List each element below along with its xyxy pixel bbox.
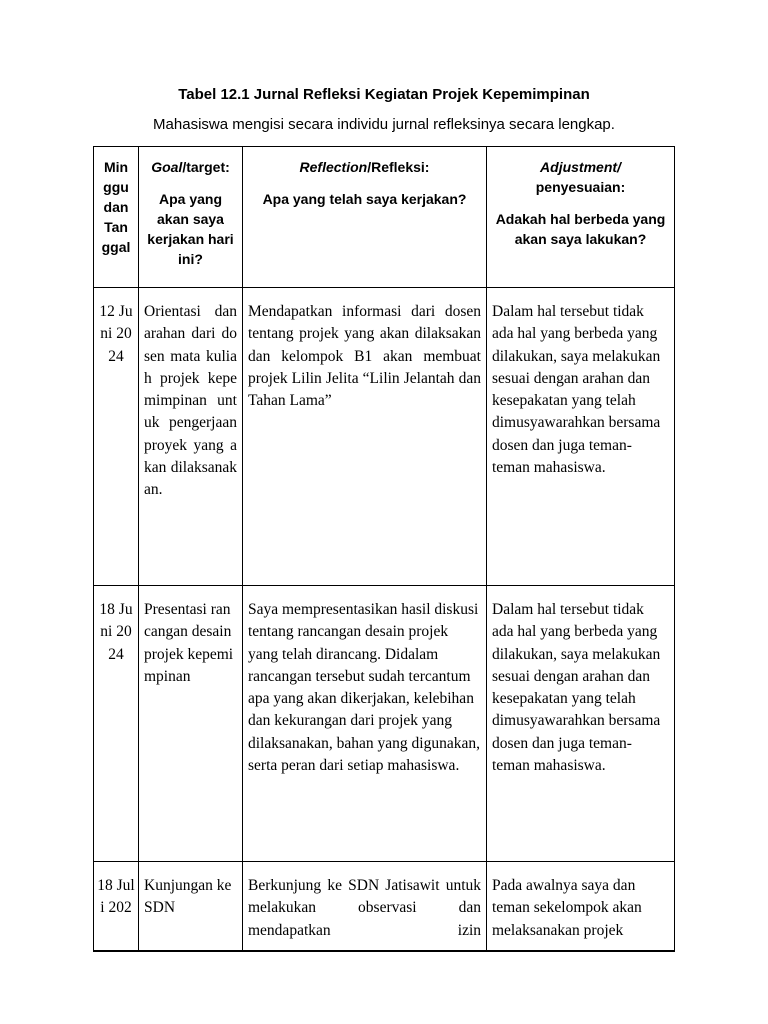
row-reflection (243, 862, 487, 951)
table-row (94, 586, 675, 862)
row-date-text: 18 Juni 2024 (99, 601, 133, 663)
row-reflection-text: Saya mempresentasikan hasil diskusi tentang rancangan desain projek yang telah dirancang. Didalam rancangan tersebut sudah tercantum apa yang akan dikerjakan, kelebihan dan kekurangan dari projek yang dilaksanakan, bahan yang digunakan, serta peran dari setiap mahasiswa. (248, 601, 480, 775)
row-goal (139, 586, 243, 862)
header-week-date-label: Min ggu dan Tan ggal (101, 159, 131, 255)
row-adjustment-text: Dalam hal tersebut tidak ada hal yang berbeda yang dilakukan, saya melakukan sesuai dengan arahan dan kesepakatan yang telah dimusyawarahkan bersama dosen dan juga teman-teman mahasiswa. (492, 303, 661, 477)
header-reflection-rest: /Refleksi: (367, 159, 430, 175)
row-goal-text: Presentasi rancangan desain projek kepemimpinan (144, 601, 234, 685)
row-reflection-text: Mendapatkan informasi dari dosen tentang projek yang akan dilaksakan dan kelompok B1 akan membuat projek Lilin Jelita “Lilin Jelantah dan Tahan Lama” (248, 303, 481, 410)
row-date-text: 18 Juli 202 (97, 877, 135, 917)
header-goal-em: Goal (151, 159, 183, 175)
header-adjustment (487, 147, 675, 288)
row-date (94, 586, 139, 862)
table-title: Tabel 12.1 Jurnal Refleksi Kegiatan Projek Kepemimpinan (178, 86, 590, 103)
row-adjustment (487, 862, 675, 951)
row-goal-text: Orientasi dan arahan dari dosen mata kuliah projek kepemimpinan untuk pengerjaan proyek yang akan dilaksanakan. (144, 303, 237, 499)
reflection-journal-table (93, 146, 675, 952)
table-subtitle: Mahasiswa mengisi secara individu jurnal refleksinya secara lengkap. (153, 116, 615, 133)
row-goal-text: Kunjungan ke SDN (144, 877, 232, 917)
row-date (94, 288, 139, 586)
header-goal-question: Apa yang akan saya kerjakan hari ini? (147, 191, 234, 267)
row-adjustment (487, 288, 675, 586)
header-adjustment-rest: penyesuaian: (535, 179, 626, 195)
row-reflection (243, 288, 487, 586)
row-adjustment (487, 586, 675, 862)
header-reflection-question: Apa yang telah saya kerjakan? (262, 191, 467, 207)
table-header-row (94, 147, 675, 288)
row-goal (139, 862, 243, 951)
header-goal (139, 147, 243, 288)
row-reflection-text: Berkunjung ke SDN Jatisawit untuk melakukan observasi dan mendapatkan izin (248, 877, 481, 939)
row-date (94, 862, 139, 951)
table-row (94, 862, 675, 951)
header-goal-rest: /target: (182, 159, 230, 175)
header-adjustment-em: Adjustment/ (540, 159, 621, 175)
header-reflection-em: Reflection (299, 159, 368, 175)
header-adjustment-question: Adakah hal berbeda yang akan saya lakukan? (495, 211, 666, 247)
row-adjustment-text: Dalam hal tersebut tidak ada hal yang berbeda yang dilakukan, saya melakukan sesuai dengan arahan dan kesepakatan yang telah dimusyawarahkan bersama dosen dan juga teman-teman mahasiswa. (492, 601, 661, 775)
row-adjustment-text: Pada awalnya saya dan teman sekelompok akan melaksanakan projek (492, 877, 642, 939)
table-row (94, 288, 675, 586)
row-reflection (243, 586, 487, 862)
header-week-date (94, 147, 139, 288)
header-reflection (243, 147, 487, 288)
row-date-text: 12 Juni 2024 (99, 303, 133, 365)
row-goal (139, 288, 243, 586)
